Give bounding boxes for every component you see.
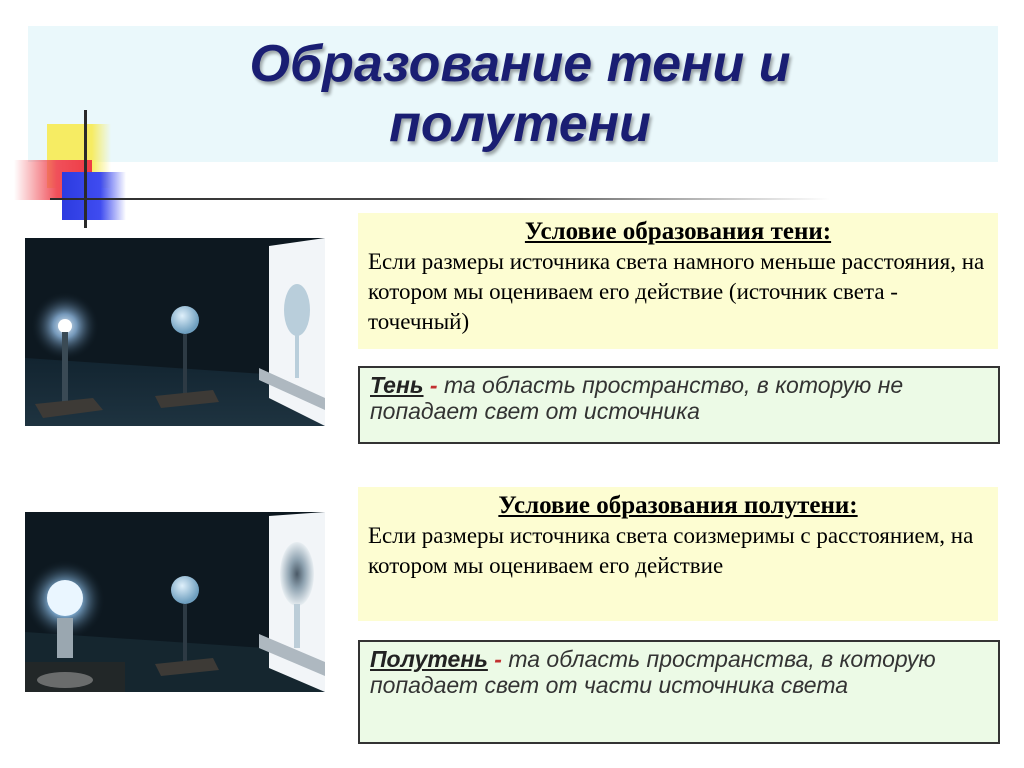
decor-horizontal-line [50,198,830,200]
shadow-condition-box [358,213,998,349]
slide-title [130,34,910,154]
penumbra-definition-box [358,640,1000,744]
penumbra-condition-box [358,487,998,621]
penumbra-condition-heading: Условие образования полутени: [498,492,858,519]
penumbra-condition-text: Если размеры источника света соизмеримы с расстоянием, на котором мы оцениваем его действие [368,523,974,578]
shadow-definition-box [358,366,1000,444]
shadow-experiment-photo [25,238,325,426]
shadow-condition-heading: Условие образования тени: [524,218,832,245]
slide-title-line-1: Образование тени и [249,35,791,93]
shadow-definition-text: та область пространство, в которую не попадает свет от источника [370,372,904,424]
shadow-dash: - [429,372,438,398]
penumbra-experiment-photo [25,512,325,692]
shadow-condition-text: Если размеры источника света намного меньше расстояния, на котором мы оцениваем его действие (источник света - точечный) [368,249,985,334]
slide-title-line-2: полутени [389,95,651,153]
shadow-term: Тень [370,372,424,398]
decor-blue-square [62,172,126,220]
decor-vertical-line [84,110,87,228]
penumbra-dash: - [494,646,502,672]
penumbra-term: Полутень [370,646,488,672]
penumbra-definition-text: та область пространства, в которую попадает свет от части источника света [370,646,936,698]
